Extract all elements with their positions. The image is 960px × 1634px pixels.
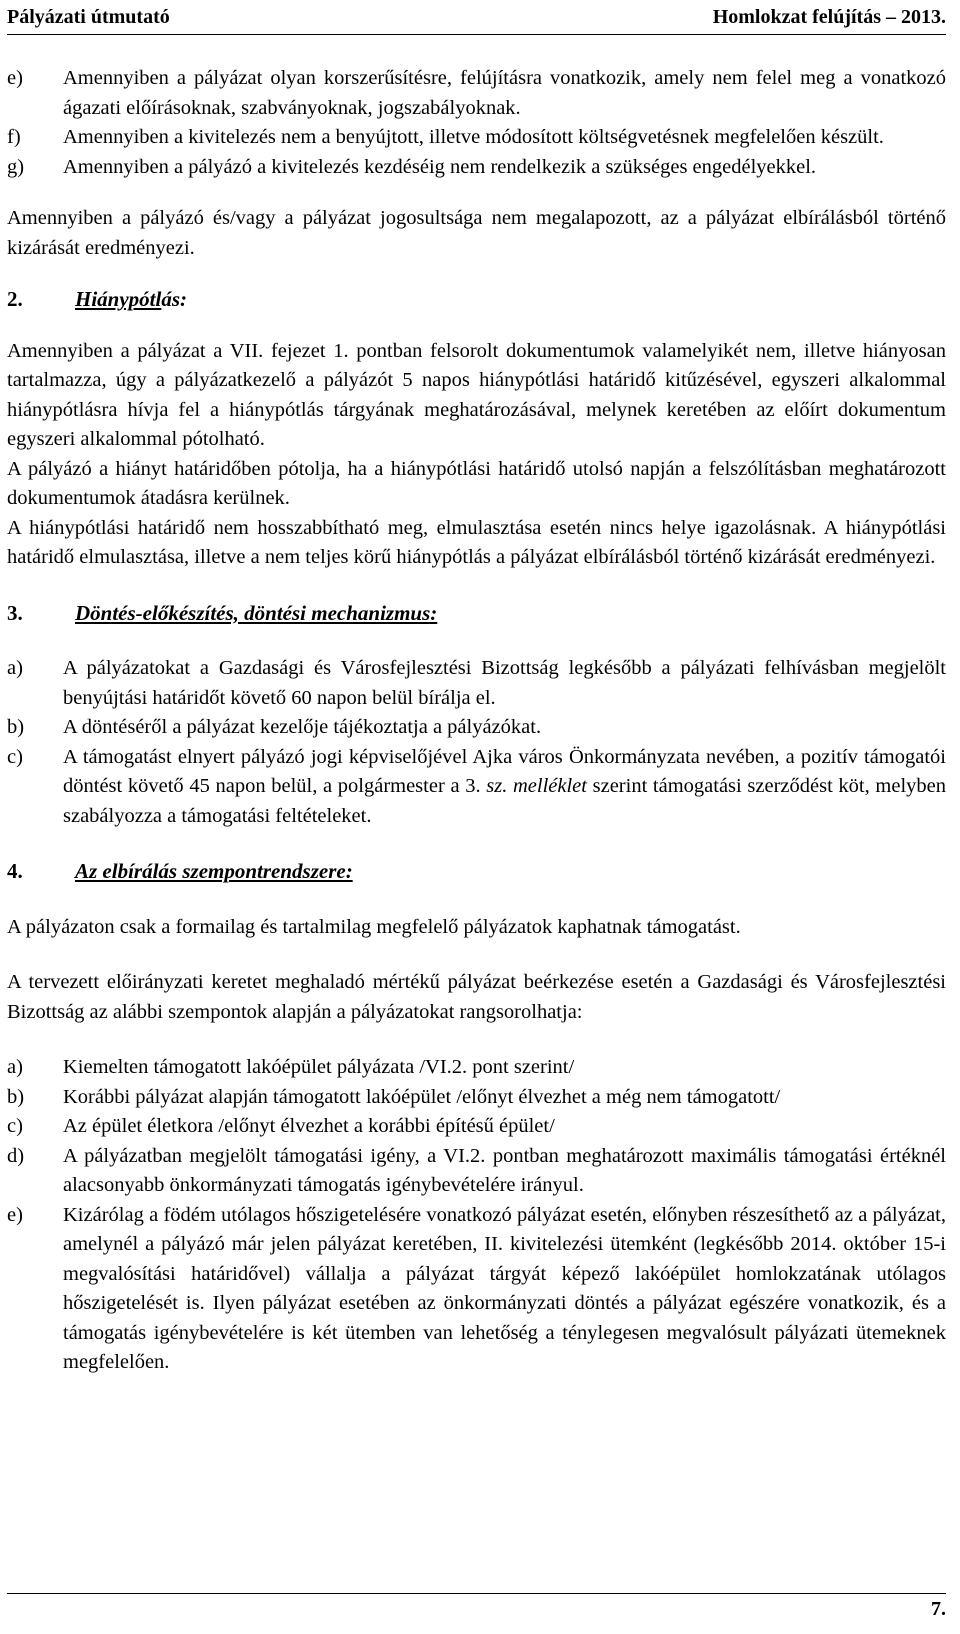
section-2-paragraph: A pályázó a hiányt határidőben pótolja, ha a hiánypótlási határidő utolsó napján a felszólításban meghatározott dokumentumok átadásra kerülnek.	[7, 457, 946, 509]
section-title: Az elbírálás szempontrendszere:	[75, 859, 353, 883]
list-item-text: Amennyiben a pályázó a kivitelezés kezdéséig nem rendelkezik a szükséges engedélyekkel.	[63, 155, 817, 178]
list-item-label: c)	[7, 745, 23, 768]
section-title: Döntés-előkészítés, döntési mechanizmus:	[75, 600, 438, 625]
section-2-heading	[7, 285, 946, 315]
list-item	[7, 1083, 946, 1113]
text-segment: A támogatást elnyert pályázó jogi képviselőjével Ajka város Önkormányzata nevében, a pozitív támogatói döntést követő 45 napon belül, a polgármester a 3.	[63, 745, 946, 797]
list-item-text: Korábbi pályázat alapján támogatott lakóépület /előnyt élvezhet a még nem támogatott/	[63, 1085, 781, 1108]
intro-list	[7, 64, 946, 182]
section-number: 2.	[7, 287, 23, 311]
list-item-label: b)	[7, 716, 25, 738]
list-item	[7, 1142, 946, 1201]
list-item-text	[63, 743, 946, 832]
list-item-label: d)	[7, 1144, 25, 1167]
page-number: 7.	[931, 1598, 946, 1620]
list-item	[7, 654, 946, 713]
section-3-heading	[7, 599, 946, 629]
list-item-label: g)	[7, 155, 25, 178]
list-item	[7, 1112, 946, 1142]
list-item	[7, 713, 946, 743]
section-2-paragraph: Amennyiben a pályázat a VII. fejezet 1. pontban felsorolt dokumentumok valamelyikét nem, illetve hiányosan tartalmazza, úgy a pályázatkezelő a pályázót 5 napos hiánypótlási határidő kitűzésével, egyszeri alkalommal hiánypótlásra hívja fel a hiánypótlás tárgyának meghatározásával, melynek keretében az előírt dokumentum egyszeri alkalommal pótolható.	[7, 339, 946, 450]
list-item-text: A döntéséről a pályázat kezelője tájékoztatja a pályázókat.	[63, 716, 542, 738]
section-title-rest: ás:	[161, 287, 188, 311]
list-item-label: e)	[7, 1203, 23, 1226]
section-title	[75, 285, 187, 315]
list-item-text: Kiemelten támogatott lakóépület pályázata /VI.2. pont szerint/	[63, 1056, 575, 1078]
text-segment: szerint támogatási szerződést köt, melyben szabályozza a támogatási feltételeket.	[63, 775, 946, 827]
header-subtitle: Homlokzat felújítás – 2013.	[712, 6, 946, 28]
section-number: 3.	[7, 600, 23, 625]
intro-paragraph: Amennyiben a pályázó és/vagy a pályázat jogosultsága nem megalapozott, az a pályázat elbírálásból történő kizárását eredményezi.	[7, 207, 946, 259]
page-header	[7, 4, 946, 35]
page-content	[7, 64, 946, 1378]
list-item-label: b)	[7, 1085, 25, 1108]
list-item-label: e)	[7, 67, 23, 89]
annex-reference: sz. melléklet	[486, 775, 587, 797]
list-item-text: Amennyiben a pályázat olyan korszerűsítésre, felújításra vonatkozik, amely nem felel meg a vonatkozó ágazati előírásoknak, szabványoknak, jogszabályoknak.	[63, 67, 946, 119]
list-item-text: A pályázatokat a Gazdasági és Városfejlesztési Bizottság legkésőbb a pályázati felhívásban megjelölt benyújtási határidőt követő 60 napon belül bírálja el.	[63, 657, 946, 709]
list-item-text: Kizárólag a födém utólagos hőszigetelésére vonatkozó pályázat esetén, előnyben részesíthető az a pályázat, amelynél a pályázó már jelen pályázat keretében, II. kivitelezési ütemként (legkésőbb 2014. október 15-i megvalósítási határidővel) vállalja a pályázat tárgyát képező lakóépület homlokzatának utólagos hőszigetelését is. Ilyen pályázat esetében az önkormányzati döntés a pályázat egészére vonatkozik, és a támogatás igénybevételére is két ütemben van lehetőség a ténylegesen megvalósult pályázati ütemeknek megfelelően.	[63, 1203, 946, 1373]
section-2-paragraph: A hiánypótlási határidő nem hosszabbítható meg, elmulasztása esetén nincs helye igazolásnak. A hiánypótlási határidő elmulasztása, illetve a nem teljes körű hiánypótlás a pályázat elbírálásból történő kizárását eredményezi.	[7, 516, 946, 568]
section-number: 4.	[7, 859, 23, 883]
page-footer	[7, 1593, 946, 1620]
section-4-paragraph: A tervezett előirányzati keretet meghaladó mértékű pályázat beérkezése esetén a Gazdasági és Városfejlesztési Bizottság az alábbi szempontok alapján a pályázatokat rangsorolhatja:	[7, 971, 946, 1023]
list-item	[7, 123, 946, 153]
section-title-underlined: Hiánypótl	[75, 287, 162, 311]
list-item	[7, 64, 946, 123]
section-4-paragraph: A pályázaton csak a formailag és tartalmilag megfelelő pályázatok kaphatnak támogatást.	[7, 915, 741, 938]
list-item	[7, 153, 946, 183]
section-4-heading	[7, 857, 946, 887]
list-item-label: f)	[7, 126, 21, 148]
list-item-label: a)	[7, 1056, 23, 1078]
list-item	[7, 1053, 946, 1083]
list-item	[7, 743, 946, 832]
list-item-text: Amennyiben a kivitelezés nem a benyújtott, illetve módosított költségvetésnek megfelelően készült.	[63, 126, 884, 148]
list-item-label: c)	[7, 1115, 23, 1137]
list-item-text: Az épület életkora /előnyt élvezhet a korábbi építésű épület/	[63, 1115, 555, 1137]
header-title: Pályázati útmutató	[7, 6, 170, 28]
list-item-label: a)	[7, 657, 23, 679]
list-item-text: A pályázatban megjelölt támogatási igény, a VI.2. pontban meghatározott maximális támogatási értéknél alacsonyabb önkormányzati támogatás igénybevételére irányul.	[63, 1144, 946, 1196]
list-item	[7, 1201, 946, 1378]
